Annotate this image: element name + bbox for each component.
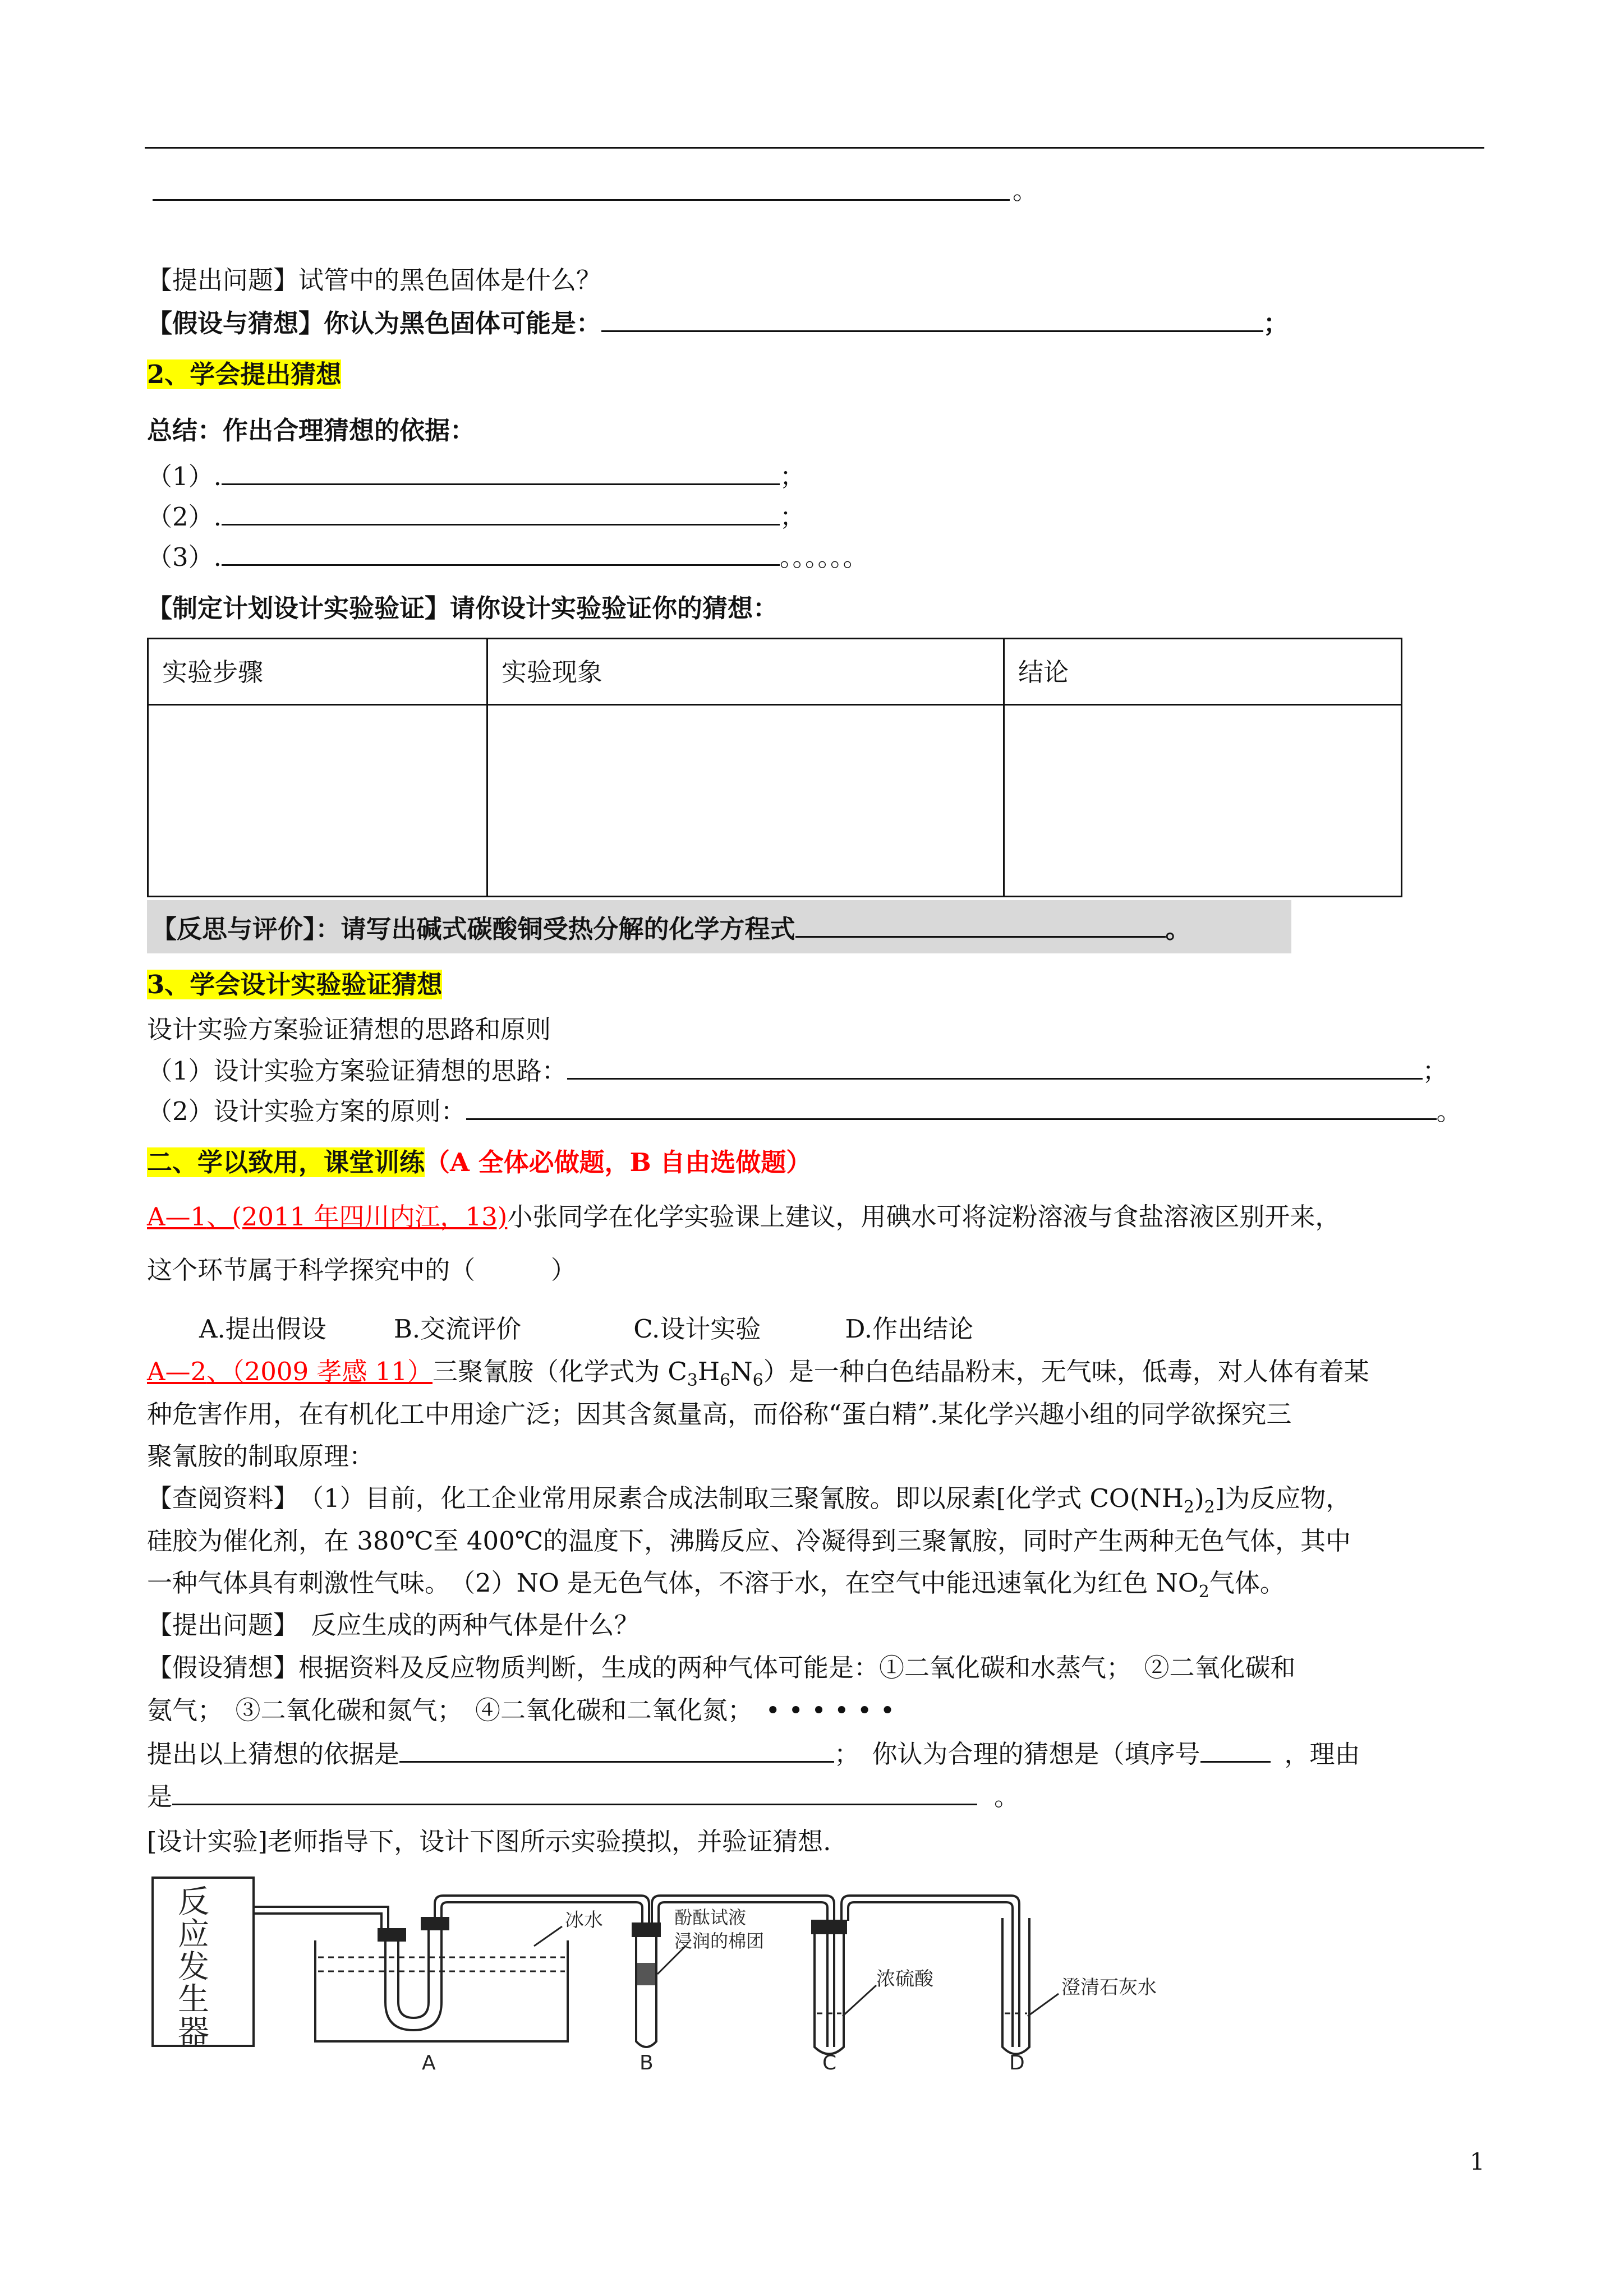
design-blank-1[interactable]: [567, 1053, 1423, 1080]
hypothesis-line: [147, 306, 1289, 340]
reference-line2: 硅胶为催化剂，在 380℃至 400℃的温度下，沸腾反应、冷凝得到三聚氰胺，同时产生两种无色气体，其中: [147, 1526, 1351, 1556]
table-header-steps: 实验步骤: [148, 639, 487, 705]
apparatus-diagram: [147, 1873, 1246, 2075]
a1-tag: A—1: [147, 1202, 207, 1232]
hypothesis-end: ；: [1263, 308, 1289, 338]
design-blank-2[interactable]: [466, 1094, 1437, 1120]
experiment-table: [147, 638, 1402, 897]
a1-question: A—1、(2011 年四川内江，13)小张同学在化学实验课上建议，用碘水可将淀粉溶液与食盐溶液区别开来，: [147, 1202, 1341, 1232]
plan-heading: 【制定计划设计实验验证】请你设计实验验证你的猜想：: [147, 593, 779, 623]
a1-option-a[interactable]: A.提出假设: [199, 1314, 326, 1344]
basis-item-3: （3）. 。。。。。。: [147, 540, 868, 574]
design-intro: 设计实验方案验证猜想的思路和原则: [147, 1015, 551, 1044]
a2-line3: 聚氰胺的制取原理：: [147, 1441, 375, 1471]
table-header-conclusion: 结论: [1004, 639, 1402, 705]
basis-blank-2[interactable]: [222, 499, 780, 525]
a1-source: 、(2011 年四川内江，13): [206, 1202, 508, 1232]
choice-blank[interactable]: [1200, 1736, 1271, 1763]
tube-c: [815, 1933, 844, 2054]
design-item-2: （2）设计实验方案的原则： 。: [147, 1094, 1462, 1128]
a2-question: A—2、（2009 孝感 11）三聚氰胺（化学式为 $C_3H_6N_6$）是一种白色结晶粉末，无气味，低毒，对人体有着某: [147, 1357, 1369, 1390]
a1-question-line2: 这个环节属于科学探究中的（ ）: [147, 1255, 577, 1285]
label-c: C: [822, 2051, 837, 2074]
table-cell-phenomena[interactable]: [487, 705, 1004, 897]
a1-options: [199, 1312, 973, 1346]
basis-blank-1[interactable]: [222, 459, 780, 485]
a1-option-c[interactable]: C.设计实验: [633, 1314, 761, 1344]
top-rule: [145, 147, 1484, 149]
a2-line2: 种危害作用，在有机化工中用途广泛；因其含氮量高，而俗称“蛋白精”.某化学兴趣小组的同学欲探究三: [147, 1399, 1292, 1429]
section-3-title: 3、学会设计实验验证猜想: [147, 970, 443, 999]
ask-line: 【提出问题】 反应生成的两种气体是什么？: [147, 1610, 640, 1640]
ice-water-label: 冰水: [565, 1909, 603, 1931]
tube-d: [1002, 1918, 1029, 2054]
label-d: D: [1009, 2051, 1025, 2074]
tube-b: [636, 1936, 656, 2047]
label-b: B: [640, 2051, 654, 2074]
reflection-blank[interactable]: [795, 911, 1166, 938]
generator-char-2: 应: [178, 1916, 209, 1953]
table-header-phenomena: 实验现象: [487, 639, 1004, 705]
table-cell-steps[interactable]: [148, 705, 487, 897]
acid-label: 浓硫酸: [876, 1968, 933, 1990]
reason-line: 是 。: [147, 1779, 1019, 1814]
hypothesis-blank[interactable]: [601, 306, 1263, 332]
phenol-label-2: 浸润的棉团: [674, 1930, 765, 1952]
reference-line1: 【查阅资料】 （1）目前，化工企业常用尿素合成法制取三聚氰胺。即以尿素[化学式 $CO(NH_2)_2$]为反应物，: [147, 1483, 1351, 1517]
phenol-label-1: 酚酞试液: [674, 1907, 747, 1928]
a1-option-b[interactable]: B.交流评价: [393, 1314, 522, 1344]
basis-question: 提出以上猜想的依据是 ； 你认为合理的猜想是（填序号 ，理由: [147, 1736, 1360, 1771]
top-blank-line: [153, 199, 1010, 201]
a2-tag: A—2: [147, 1357, 207, 1386]
design-item-1: （1）设计实验方案验证猜想的思路： ；: [147, 1053, 1448, 1088]
section-two-title: 二、学以致用，课堂训练（A 全体必做题，B 自由选做题）: [147, 1147, 812, 1177]
basis-blank-3[interactable]: [222, 540, 780, 566]
section-2-title: 2、学会提出猜想: [147, 359, 342, 389]
generator-char-5: 器: [178, 2014, 209, 2050]
basis-item-2: （2）. ；: [147, 499, 805, 534]
summary-heading: 总结：作出合理猜想的依据：: [147, 416, 476, 445]
design-experiment-line: [设计实验]老师指导下，设计下图所示实验摸拟，并验证猜想.: [147, 1827, 831, 1856]
basis-item-1: （1）. ；: [147, 459, 805, 494]
reflection-line: 【反思与评价】：请写出碱式碳酸铜受热分解的化学方程式 。: [151, 911, 1191, 946]
page-number: 1: [1470, 2148, 1485, 2175]
lime-water-label: 澄清石灰水: [1061, 1976, 1157, 1999]
table-cell-conclusion[interactable]: [1004, 705, 1402, 897]
a1-option-d[interactable]: D.作出结论: [845, 1314, 974, 1344]
question-line: 【提出问题】试管中的黑色固体是什么？: [147, 265, 602, 295]
reference-line3: 一种气体具有刺激性气味。 （2）NO 是无色气体，不溶于水，在空气中能迅速氧化为红色 $NO_2$气体。: [147, 1568, 1285, 1602]
basis-reason-blank[interactable]: [399, 1736, 834, 1763]
a2-source: 、（2009 孝感 11）: [206, 1357, 433, 1386]
hypothesis-guess-line2: 氨气； ③二氧化碳和氮气； ④二氧化碳和二氧化氮； • • • • • •: [147, 1695, 895, 1725]
generator-char-4: 生: [178, 1981, 209, 2018]
hypothesis-guess-line1: 【假设猜想】根据资料及反应物质判断，生成的两种气体可能是：①二氧化碳和水蒸气； ②二氧化碳和: [147, 1653, 1296, 1682]
top-line-end: 。: [1013, 176, 1038, 205]
reason-blank[interactable]: [172, 1779, 977, 1805]
hypothesis-label: 【假设与猜想】你认为黑色固体可能是：: [147, 308, 602, 338]
generator-char-1: 反: [178, 1884, 209, 1920]
label-a: A: [422, 2051, 436, 2074]
generator-char-3: 发: [178, 1949, 209, 1985]
